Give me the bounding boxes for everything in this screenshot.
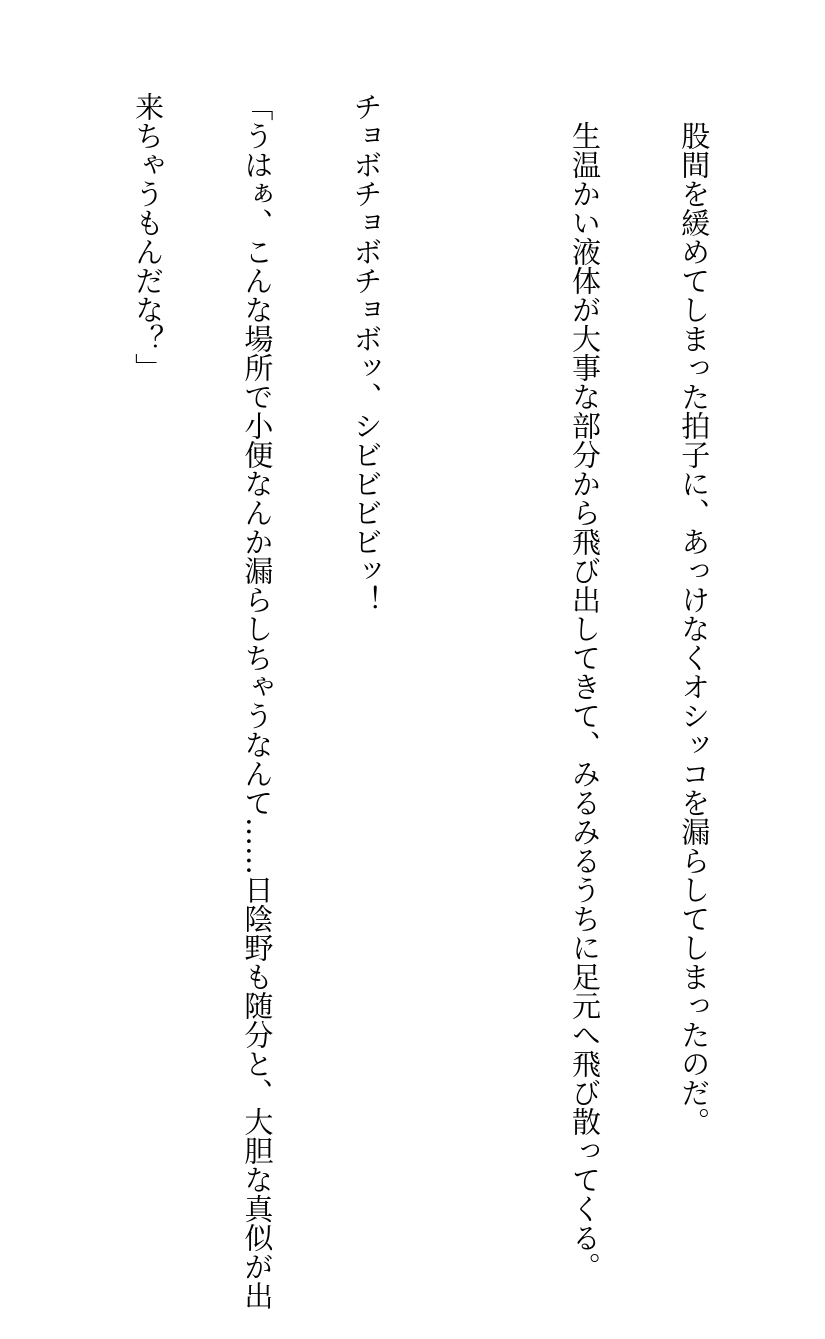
text-line: 「うはぁ、こんな場所で小便なんか漏らしちゃうなんて……日陰野も随分と、大胆な真似が出 [240, 92, 275, 1310]
text-line: 股間を緩めてしまった拍子に、あっけなくオシッコを漏らしてしまったのだ。 [677, 92, 712, 1136]
blank-line [20, 92, 56, 1102]
blank-line [457, 92, 493, 1102]
text-line: チョボチョボチョボッ、シビビビビッ！ [349, 92, 384, 614]
text-line: 生温かい液体が大事な部分から飛び出してきて、みるみるうちに足元へ飛び散ってくる。 [567, 92, 602, 1281]
text-line: 来ちゃうもんだな？」 [131, 92, 166, 382]
vertical-text-body [0, 92, 785, 1310]
